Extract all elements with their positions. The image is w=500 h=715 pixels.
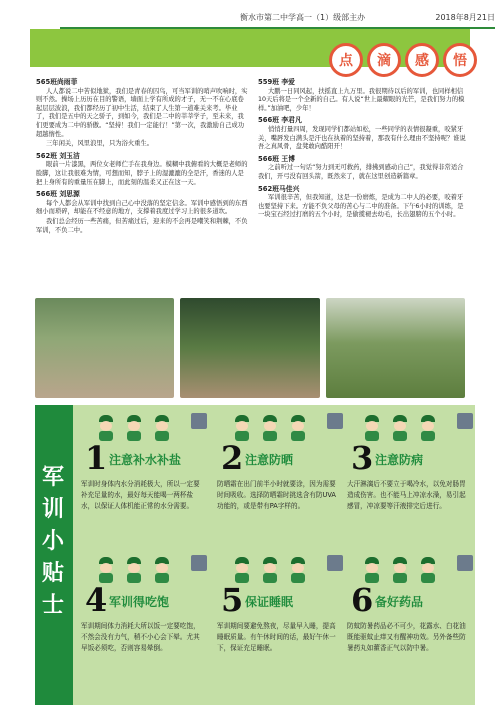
tip-number: 6 <box>351 581 374 619</box>
author-title: 566班 王博 <box>258 154 295 163</box>
author-title: 562班马佳兴 <box>258 184 300 193</box>
soldier-figures <box>363 557 463 583</box>
tip-text: 军训期间体力消耗大所以饭一定要吃饱，不然会没有力气，稍不小心会下晕。尤其早饭必须吃，否则容易晕倒。 <box>81 622 200 652</box>
tip-text: 军训期间要避免熬夜，尽量早入睡，提高睡眠质量。有午休时间的话，最好午休一下，保证充足睡眠。 <box>217 622 336 652</box>
article-paragraph: 军训很辛苦，但我知道，这是一份磨炼，是成为二中人的必要，咬着牙也要坚持下来。方能不负父母的苦心与二中的准备。下午6小时的训练，是一块宝石经过打磨的五个小时，是偷揽褪去幼毛，长出翅膀的五个小时。 <box>258 194 464 219</box>
tip-text: 大汗淋漓后不要立于喝冷水，以免对肠胃造成伤害。也不能马上冲凉水澡，易引起感冒，冲凉要等汗液排完后进行。 <box>347 480 466 510</box>
banner-char: 感 <box>405 43 439 77</box>
left-article-column <box>36 78 248 238</box>
article-paragraph: 之前听过一句话“努力到无可救药，排拂到感动自己”，我觉得非常适合我们，开弓没有回头箭，既然来了，就在这里创造新篇章。 <box>258 164 464 180</box>
tip-number: 5 <box>221 581 244 619</box>
soldier-icon <box>261 557 279 583</box>
author-title: 559班 李爱 <box>258 78 295 86</box>
training-photo <box>180 298 319 398</box>
soldier-icon <box>363 415 381 441</box>
soldier-icon <box>419 557 437 583</box>
tip-card <box>345 411 475 543</box>
tip-card <box>345 553 475 685</box>
article-paragraph: 眼前一片漆黑，两位女老师伫手在我身边。模糊中我俯看的大概是老师的脸脚，这让我很难为情，可想而知，脖子上的湿漉漉的全是汗，香迷的人是把上身所有的重量压在脚上，而此刻的温柔又正在这一天。 <box>36 161 248 186</box>
soldier-figures <box>97 557 197 583</box>
article-entry <box>258 116 468 151</box>
author-title: 565班尚雨菲 <box>36 78 78 86</box>
soldier-icon <box>289 557 307 583</box>
soldier-figures <box>97 415 197 441</box>
article-entry <box>36 190 248 235</box>
article-paragraph: 大鹏一日同风起，扶摇直上九万里。我很期待以后的军训，也同样相信10天后将是一个全新的自己。有人说“世上最耀眼的光芒，是我们努力的模样。”加油吧，少年！ <box>258 87 465 112</box>
soldier-figures <box>233 415 333 441</box>
soldier-icon <box>125 557 143 583</box>
insights-banner <box>318 44 488 76</box>
tips-title-char: 士 <box>41 592 64 618</box>
soldier-icon <box>419 415 437 441</box>
training-photo <box>35 298 174 398</box>
tip-number: 3 <box>351 439 374 477</box>
article-paragraph: 人人都说二中苦似地狱，我们是青春的囚鸟，可当军训的哨声吹响时，实则不然。操场上历历在目的警语，墙面上学有所成的才子，无一不在心底卷起层层波浪，我们都经历了初中生活，结束了人生第一道难关来考。毕业了，我们是五中的天之骄子，到如今，我们是二中的莘莘学子，至未来，我们更要成为二中的骄傲。“坚持！我们一定能行！”第一次，我激励自己成功超越惰性。 <box>36 87 248 138</box>
tip-card <box>79 553 209 685</box>
soldier-icon <box>153 557 171 583</box>
soldier-icon <box>125 415 143 441</box>
page-header <box>240 12 495 23</box>
tip-text: 军训时身体内水分消耗极大，所以一定要补充足量的水，最好每天能喝一两杯盐水，以保证人体机能正常的水分需要。 <box>81 480 200 510</box>
article-entry <box>258 78 468 113</box>
tip-card <box>79 411 209 543</box>
military-training-tips <box>35 405 475 705</box>
soldier-icon <box>153 415 171 441</box>
tip-number: 1 <box>85 439 108 477</box>
author-title: 562班 刘玉洁 <box>36 151 80 160</box>
author-title: 566班 刘思源 <box>36 190 80 199</box>
soldier-figures <box>233 557 333 583</box>
article-paragraph: 三年闲关，风里浪里，只为浴火重生。 <box>46 140 154 148</box>
tip-number: 2 <box>221 439 244 477</box>
article-entry <box>36 152 248 187</box>
soldier-icon <box>261 415 279 441</box>
tip-title: 军训得吃饱 <box>109 595 170 609</box>
tip-title: 保证睡眠 <box>245 595 294 609</box>
tip-title: 注意防晒 <box>245 453 294 467</box>
tip-title: 注意防病 <box>375 453 424 467</box>
tip-text: 防蚊防暑药品必不可少，花露水、白花油既能驱蚊止痒又有醒神功效。另外备些防暑药丸如藿香正气以防中暑。 <box>347 622 466 652</box>
banner-char: 点 <box>329 43 363 77</box>
tip-number: 4 <box>85 581 108 619</box>
tips-title-char: 训 <box>41 496 64 522</box>
tips-title <box>39 465 67 617</box>
tip-title: 注意补水补盐 <box>109 453 182 467</box>
header-title: 衡水市第二中学高一（1）级部主办 <box>240 13 366 22</box>
soldier-figures <box>363 415 463 441</box>
training-photo <box>326 298 465 398</box>
article-paragraph: 我们总会经历一些苦痛，但苦痛过后，迎来的不会再是嘲笑和荆棘，不负军训，不负二中。 <box>36 217 248 234</box>
article-entry <box>258 185 468 220</box>
soldier-icon <box>391 557 409 583</box>
article-entry <box>258 155 468 182</box>
soldier-icon <box>97 415 115 441</box>
soldier-icon <box>233 557 251 583</box>
tips-title-char: 军 <box>41 464 64 490</box>
soldier-icon <box>391 415 409 441</box>
article-paragraph: 悄悄打量四周，发现同学们都站如松，一些同学的表情很凝重，咬紧牙关，嘴唇发白满头是汗也在执着的坚持着，那我有什么理由不坚持呢？谁说吾之真风骨，盘凳敢向酷阳开！ <box>258 125 466 151</box>
tips-title-char: 贴 <box>41 560 64 586</box>
banner-char: 悟 <box>443 43 477 77</box>
tips-title-char: 小 <box>41 528 64 554</box>
right-article-column <box>258 78 468 223</box>
banner-char: 滴 <box>367 43 401 77</box>
photo-strip <box>35 298 465 398</box>
soldier-icon <box>363 557 381 583</box>
tip-title: 备好药品 <box>375 595 424 609</box>
author-title: 566班 李君凡 <box>258 116 302 125</box>
soldier-icon <box>289 415 307 441</box>
tip-card <box>215 411 345 543</box>
soldier-icon <box>97 557 115 583</box>
article-paragraph: 每个人都会从军训中找到自己心中没落的坚定信念。军训中感悟到的东西细小而琐碎，却能在不经意的地方，支撑着我度过学习上的很多道坎。 <box>36 199 248 216</box>
tip-card <box>215 553 345 685</box>
article-entry <box>36 78 248 149</box>
tip-text: 防晒霜在出门前半小时就要涂，因为需要时间吸收。选择防晒霜时挑选含有防UVA功能的，或是带有PA字样的。 <box>217 480 336 510</box>
header-date: 2018年8月21日 <box>435 13 495 22</box>
soldier-icon <box>233 415 251 441</box>
